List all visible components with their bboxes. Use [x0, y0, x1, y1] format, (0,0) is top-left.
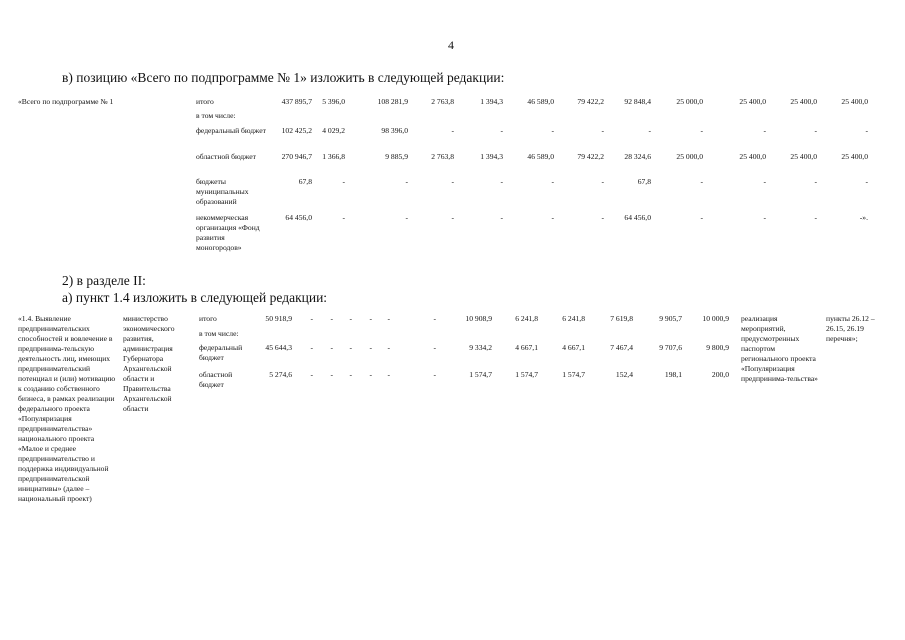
table1-cell: 46 589,0	[527, 97, 554, 106]
table1-cell: 25 400,0	[841, 152, 868, 161]
table1-cell: -	[601, 177, 604, 186]
table1-cell: -	[342, 177, 345, 186]
table1-cell: 1 394,3	[480, 97, 503, 106]
table2-row-label: итого	[199, 314, 217, 323]
table1-cell: -	[551, 177, 554, 186]
table1-cell: 25 000,0	[676, 152, 703, 161]
table1-cell: -	[405, 213, 408, 222]
table1-cell: 2 763,8	[431, 97, 454, 106]
table1-cell: 79 422,2	[577, 152, 604, 161]
table1-cell: 9 885,9	[385, 152, 408, 161]
table1-cell: -	[814, 213, 817, 222]
table2-result-text: реализация мероприятий, предусмотренных паспортом регионального проекта «Популяризация предпринима-тельства»	[741, 314, 818, 383]
table2-cell: 9 800,9	[706, 343, 729, 352]
table2-cell: 45 644,3	[265, 343, 292, 352]
table1-cell: 67,8	[298, 177, 312, 186]
table2-cell: 6 241,8	[562, 314, 585, 323]
table1-cell: 108 281,9	[377, 97, 408, 106]
table2-cell: 5 274,6	[269, 370, 292, 379]
table2-cell: 4 667,1	[562, 343, 585, 352]
table1-cell: 25 400,0	[739, 152, 766, 161]
table2-cell: -	[387, 343, 390, 352]
heading-section-2: 2) в разделе II:	[62, 273, 146, 288]
table1-cell: -	[500, 213, 503, 222]
table2-cell: -	[310, 370, 313, 379]
table2-row-label: федеральный бюджет	[199, 343, 243, 362]
table2-cell: -	[349, 343, 352, 352]
table2-cell: -	[433, 343, 436, 352]
table2-cell: 6 241,8	[515, 314, 538, 323]
table2-target-text: пункты 26.12 – 26.15, 26.19 перечня»;	[826, 314, 875, 343]
table2-cell: -	[330, 314, 333, 323]
table1-cell: 1 366,8	[322, 152, 345, 161]
table2-cell: -	[310, 314, 313, 323]
table1-cell: -	[551, 126, 554, 135]
table1-title-cell: «Всего по подпрограмме № 1	[18, 97, 114, 106]
table1-cell: 92 848,4	[624, 97, 651, 106]
table1-cell: -	[700, 126, 703, 135]
table1-cell: -	[763, 126, 766, 135]
table1-cell: -	[865, 177, 868, 186]
table2-cell: 10 908,9	[465, 314, 492, 323]
table1-cell: -	[700, 177, 703, 186]
table1-cell: 79 422,2	[577, 97, 604, 106]
table1-cell: 25 000,0	[676, 97, 703, 106]
table1-cell: 25 400,0	[841, 97, 868, 106]
table1-cell: -	[865, 126, 868, 135]
table1-cell: -	[601, 126, 604, 135]
table1-cell: -	[342, 213, 345, 222]
table1-cell: -	[700, 213, 703, 222]
table2-cell: -	[330, 370, 333, 379]
table2-cell: -	[433, 370, 436, 379]
table2-cell: -	[387, 370, 390, 379]
table1-cell: 25 400,0	[790, 152, 817, 161]
table1-cell: 64 456,0	[624, 213, 651, 222]
table1-cell: 98 396,0	[381, 126, 408, 135]
table2-cell: 7 619,8	[610, 314, 633, 323]
heading-position-total: в) позицию «Всего по подпрограмме № 1» изложить в следующей редакции:	[62, 70, 505, 85]
table1-row-label: итого	[196, 97, 214, 106]
table2-cell: 1 574,7	[469, 370, 492, 379]
table1-cell: 102 425,2	[281, 126, 312, 135]
table1-cell: 4 029,2	[322, 126, 345, 135]
table2-cell: -	[310, 343, 313, 352]
table1-cell: -	[451, 177, 454, 186]
table1-row-label: областной бюджет	[196, 152, 256, 161]
table2-cell: 1 574,7	[515, 370, 538, 379]
table1-cell: 28 324,6	[624, 152, 651, 161]
table2-cell: 9 334,2	[469, 343, 492, 352]
table1-row-label: федеральный бюджет	[196, 126, 266, 135]
table2-cell: 10 000,9	[702, 314, 729, 323]
table2-cell: -	[369, 370, 372, 379]
table2-cell: 1 574,7	[562, 370, 585, 379]
table2-cell: -	[433, 314, 436, 323]
table2-item-text: «1.4. Выявление предпринимательских способностей и вовлечение в предпринима-тельскую деятельность лиц, имеющих предпринимательский потенциал и (или) мотивацию к созданию собственного бизнеса, в рамках реализации федерального проекта «Популяризация предпринимательства» национального проекта «Малое и среднее предпринимательство и поддержка индивидуальной предпринимательской инициативы» (далее – национальный проект)	[18, 314, 116, 503]
table1-cell: 46 589,0	[527, 152, 554, 161]
page-number: 4	[448, 38, 454, 52]
table2-cell: -	[369, 314, 372, 323]
table1-cell: -	[814, 126, 817, 135]
table2-row-label: областной бюджет	[199, 370, 233, 389]
table1-cell: -	[551, 213, 554, 222]
table1-cell: -	[500, 177, 503, 186]
table1-cell: 25 400,0	[739, 97, 766, 106]
table2-cell: 7 467,4	[610, 343, 633, 352]
table1-cell: 270 946,7	[281, 152, 312, 161]
table2-cell: -	[387, 314, 390, 323]
table2-executor: министерство экономического развития, администрация Губернатора Архангельской области и Правительства Архангельской области	[123, 314, 175, 413]
table2-cell: -	[349, 370, 352, 379]
heading-item-1-4: а) пункт 1.4 изложить в следующей редакции:	[62, 290, 328, 305]
table1-cell: -	[648, 126, 651, 135]
table2-cell: -	[349, 314, 352, 323]
table1-cell: -	[763, 177, 766, 186]
table2-row-label: в том числе:	[199, 329, 239, 338]
table1-row-label: в том числе:	[196, 111, 236, 120]
table2-cell: -	[369, 343, 372, 352]
table1-cell: -	[763, 213, 766, 222]
table1-cell: 2 763,8	[431, 152, 454, 161]
table2-cell: 152,4	[615, 370, 633, 379]
table1-cell: 437 895,7	[281, 97, 312, 106]
table2-cell: 198,1	[664, 370, 682, 379]
table1-cell: 5 396,0	[322, 97, 345, 106]
table1-cell: 67,8	[637, 177, 651, 186]
table2-cell: 4 667,1	[515, 343, 538, 352]
table2-cell: 50 918,9	[265, 314, 292, 323]
table1-cell: -».	[859, 213, 868, 222]
table1-cell: -	[451, 213, 454, 222]
table1-cell: 1 394,3	[480, 152, 503, 161]
table1-cell: -	[451, 126, 454, 135]
table1-cell: -	[601, 213, 604, 222]
table2-cell: 9 905,7	[659, 314, 682, 323]
table1-row-label: бюджеты муниципальных образований	[196, 177, 249, 206]
table1-cell: -	[500, 126, 503, 135]
table1-cell: 64 456,0	[285, 213, 312, 222]
table1-cell: -	[814, 177, 817, 186]
table2-cell: -	[330, 343, 333, 352]
table2-cell: 200,0	[711, 370, 729, 379]
table2-cell: 9 707,6	[659, 343, 682, 352]
table1-cell: 25 400,0	[790, 97, 817, 106]
table1-cell: -	[405, 177, 408, 186]
table1-row-label: некоммерческая организация «Фонд развития моногородов»	[196, 213, 260, 252]
